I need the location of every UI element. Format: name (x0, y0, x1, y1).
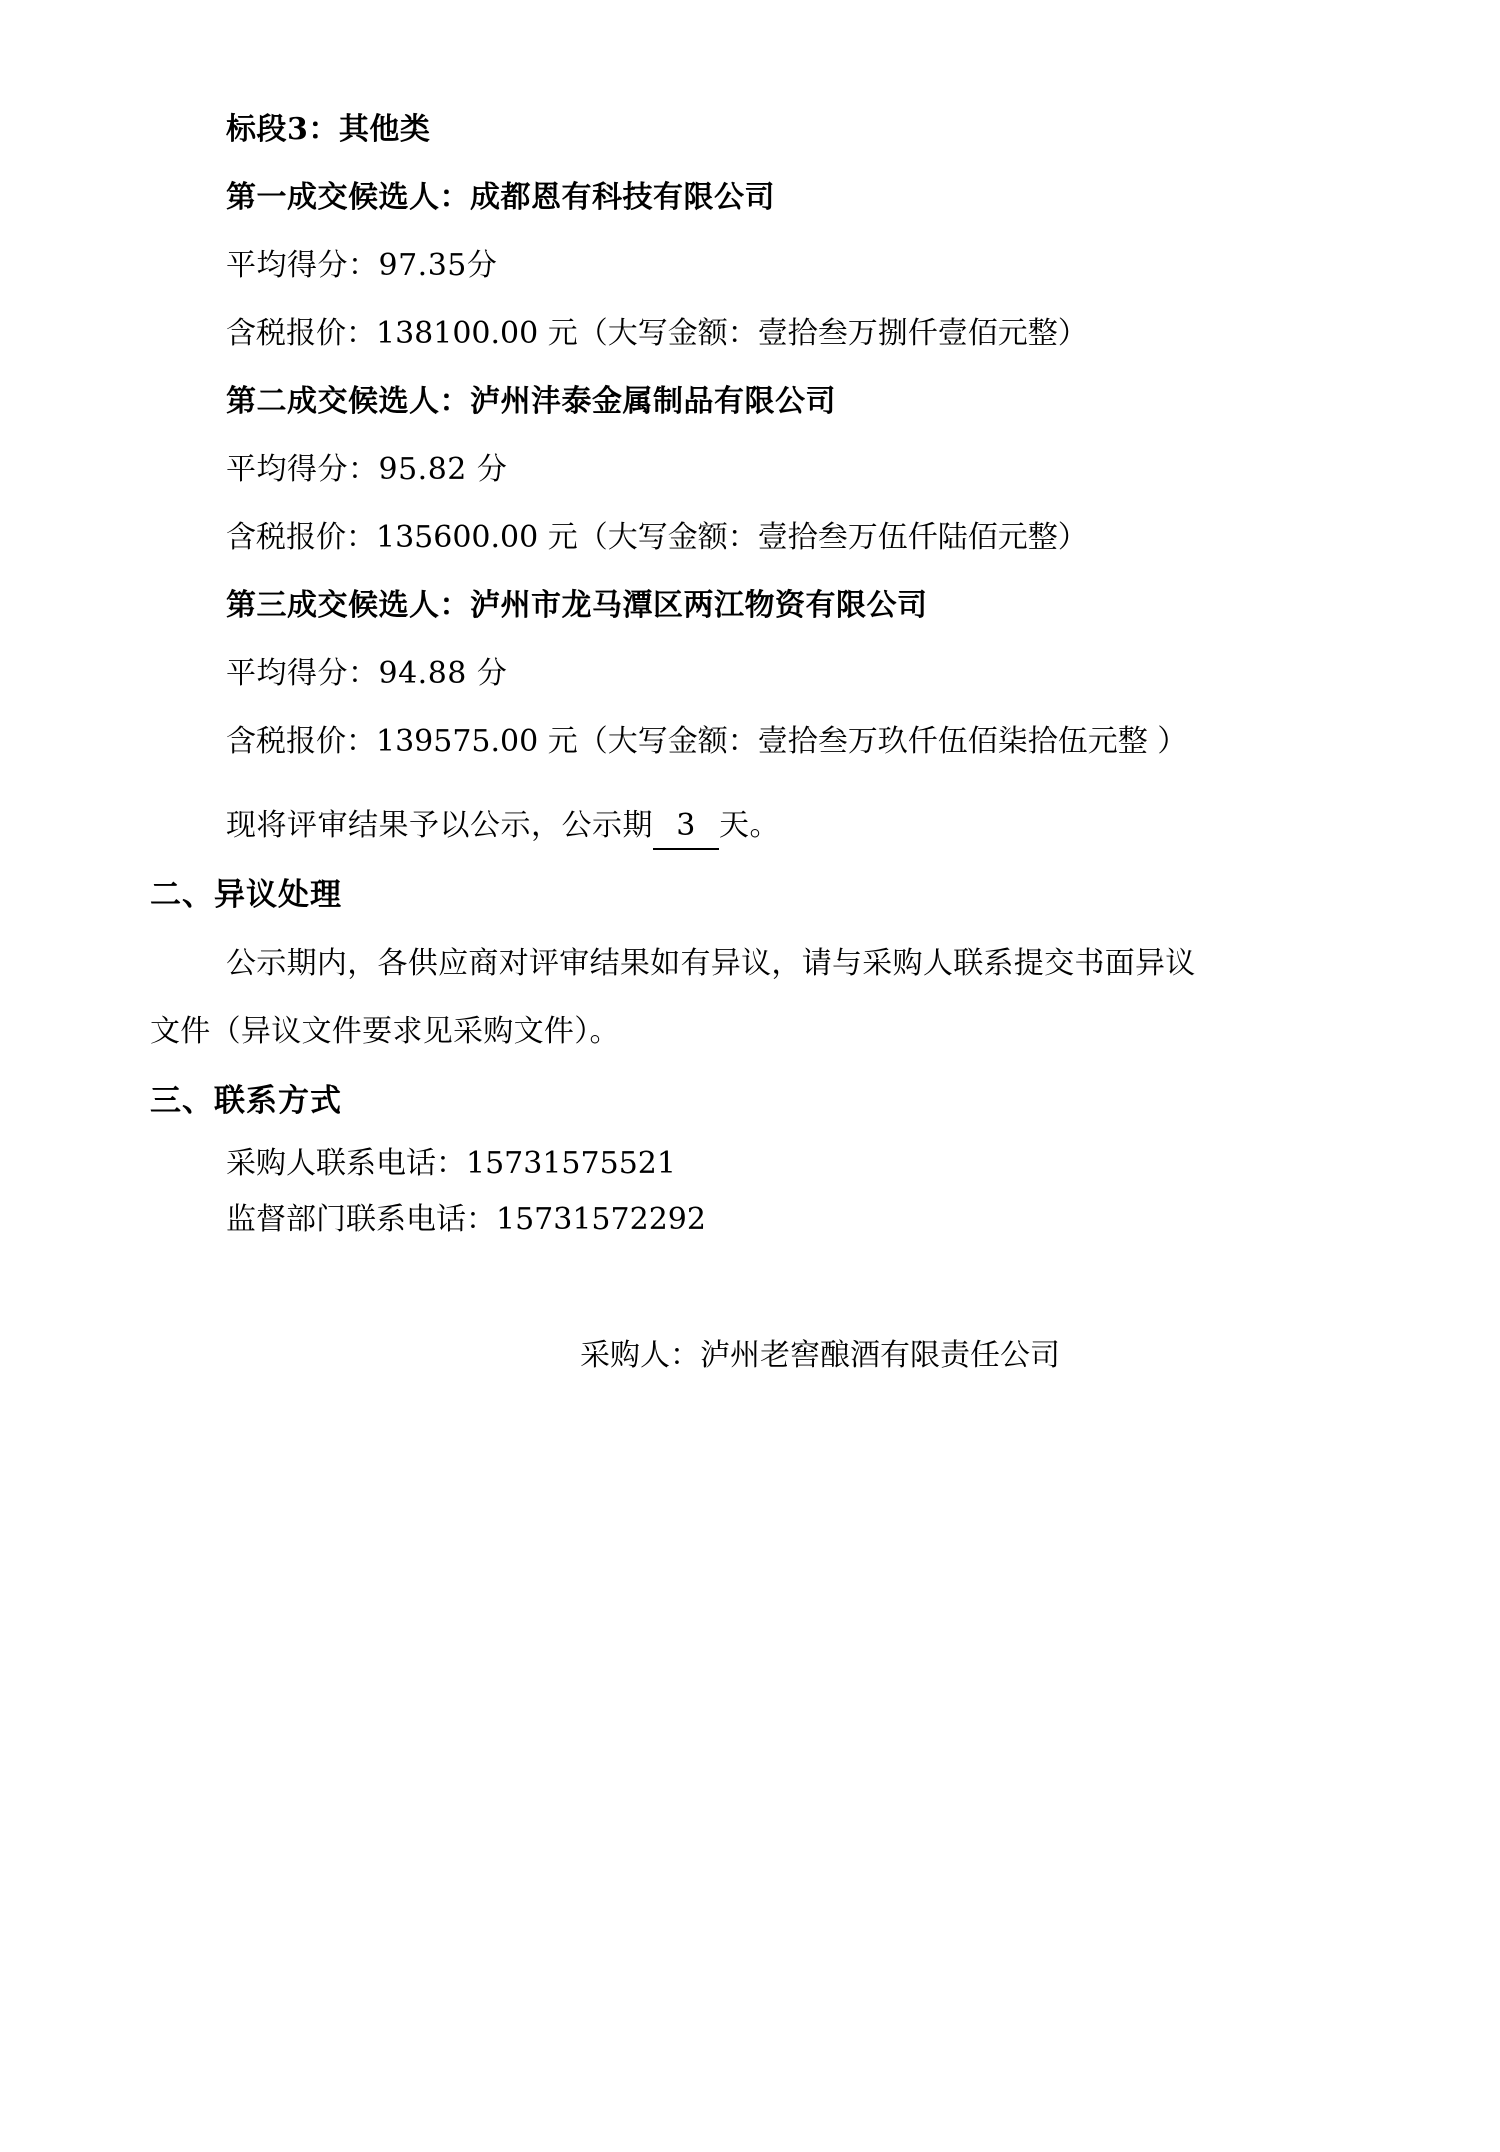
candidate-2-name: 第二成交候选人：泸州沣泰金属制品有限公司 (226, 384, 836, 419)
candidate-1-score: 平均得分：97.35分 (226, 248, 498, 283)
publicity-line (226, 792, 1350, 860)
candidate-1-name: 第一成交候选人：成都恩有科技有限公司 (226, 180, 775, 215)
publicity-days-value: 3 (653, 804, 719, 850)
spacer (150, 776, 1350, 792)
lot-title: 标段3：其他类 (226, 112, 431, 147)
publicity-suffix: 天。 (719, 808, 780, 843)
publicity-prefix: 现将评审结果予以公示，公示期 (226, 808, 653, 843)
buyer-phone: 采购人联系电话：15731575521 (226, 1146, 676, 1181)
section-heading-contact: 三、联系方式 (150, 1083, 342, 1119)
candidate-1-price: 含税报价：138100.00 元（大写金额：壹拾叁万捌仟壹佰元整） (226, 316, 1088, 351)
footer-buyer: 采购人：泸州老窖酿酒有限责任公司 (580, 1338, 1060, 1373)
candidate-2-score: 平均得分：95.82 分 (226, 452, 508, 487)
section-heading-objection: 二、异议处理 (150, 877, 342, 913)
candidate-3-name: 第三成交候选人：泸州市龙马潭区两江物资有限公司 (226, 588, 928, 623)
supervisor-phone: 监督部门联系电话：15731572292 (226, 1202, 706, 1237)
candidate-3-price: 含税报价：139575.00 元（大写金额：壹拾叁万玖仟伍佰柒拾伍元整 ） (226, 724, 1188, 759)
candidate-3-score: 平均得分：94.88 分 (226, 656, 508, 691)
objection-body: 公示期内，各供应商对评审结果如有异议，请与采购人联系提交书面异议文件（异议文件要求见采购文件）。 (150, 946, 1196, 1049)
candidate-2-price: 含税报价：135600.00 元（大写金额：壹拾叁万伍仟陆佰元整） (226, 520, 1088, 555)
